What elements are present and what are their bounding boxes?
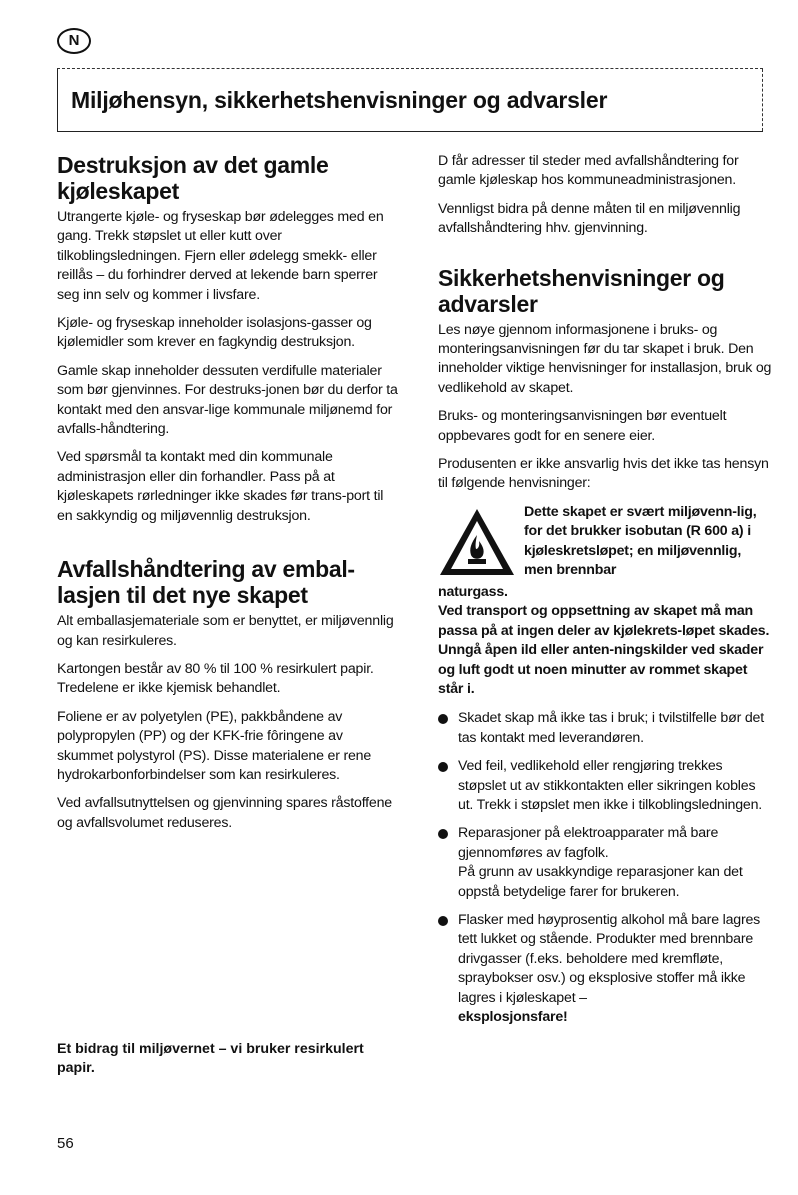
list-item (438, 709, 773, 748)
paragraph: Foliene er av polyetylen (PE), pakkbåndene av polypropylen (PP) og der KFK-frie fôringene av skummet polystyrol (PS). Disse materialene er rene hydrokarbonforbindelser som kan resirkuleres. (57, 708, 372, 783)
paragraph: Gamle skap inneholder dessuten verdifulle materialer som bør gjenvinnes. For destruks-jonen bør du derfor ta kontakt med den ansvar-lige kommunale miljønemd for avfalls-håndtering. (57, 362, 398, 438)
bullet-icon (438, 714, 448, 724)
paragraph: Kartongen består av 80 % til 100 % resirkulert papir. Tredelene er ikke kjemisk behandlet. (57, 660, 374, 697)
list-item-text: Ved feil, vedlikehold eller rengjøring trekkes støpslet ut av stikkontakten eller sikringen kobles ut. Trekk i støpslet men ikke i tilkoblingsledningen. (458, 758, 763, 813)
flammable-warning (438, 503, 773, 583)
list-item (438, 911, 773, 1027)
banner-title: Miljøhensyn, sikkerhetshenvisninger og advarsler (71, 87, 608, 113)
country-code-badge: N (57, 28, 91, 54)
transport-warning: Ved transport og oppsettning av skapet må man passa på at ingen deler av kjølekrets-løpet skades. Unngå åpen ild eller anten-ningskilder ved skader og luft godt ut noen minutter av rommet skapet står i. (438, 603, 770, 697)
section-title-safety: Sikkerhetshenvisninger og advarsler (438, 264, 725, 317)
safety-bullet-list (438, 709, 773, 1027)
right-column (438, 152, 773, 1036)
list-item-bold-text: eksplosjonsfare! (458, 1009, 568, 1025)
paragraph: Produsenten er ikke ansvarlig hvis det ikke tas hensyn til følgende henvisninger: (438, 456, 769, 492)
list-item (438, 757, 773, 815)
paragraph: Bruks- og monteringsanvisningen bør eventuelt oppbevares godt for en senere eier. (438, 408, 727, 444)
list-item-text: På grunn av usakkyndige reparasjoner kan det oppstå betydelige farer for brukeren. (458, 864, 743, 900)
paragraph: Utrangerte kjøle- og fryseskap bør ødelegges med en gang. Trekk støpslet ut eller kutt over tilkoblingsledningen. Fjern eller ødelegg smekk- eller reillås – du forhindrer derved at lekende barn sperrer seg inn selv og kommer i livsfare. (57, 209, 384, 303)
paragraph: D får adresser til steder med avfallshåndtering for gamle kjøleskap hos kommuneadministrasjonen. (438, 153, 739, 189)
warning-text: Dette skapet er svært miljøvenn-lig, for det brukker isobutan (R 600 a) i kjøleskretsløpet; en miljøvennlig, men brennbar (524, 503, 757, 579)
flammable-warning-icon (438, 507, 516, 577)
footer-note: Et bidrag til miljøvernet – vi bruker resirkulert papir. (57, 1041, 364, 1077)
section-title-disposal: Destruksjon av det gamle kjøleskapet (57, 152, 329, 204)
section-title-packaging: Avfallshåndtering av embal-lasjen til det nye skapet (57, 556, 355, 609)
paragraph: Les nøye gjennom informasjonene i bruks- og monteringsanvisningen før du tar skapet i bruk. Den inneholder viktige henvisninger for installasjon, bruk og vedlikehold av skapet. (438, 321, 772, 396)
paragraph: Ved avfallsutnyttelsen og gjenvinning spares råstoffene og avfallsvolumet reduseres. (57, 795, 392, 831)
warning-tail: naturgass. (438, 583, 508, 600)
paragraph: Alt emballasjemateriale som er benyttet, er miljøvennlig og kan resirkuleres. (57, 613, 394, 649)
paragraph: Vennligst bidra på denne måten til en miljøvennlig avfallshåndtering hhv. gjenvinning. (438, 200, 741, 237)
paragraph: Ved spørsmål ta kontakt med din kommunale administrasjon eller din forhandler. Pass på at kjøleskapets rørledninger ikke skades før trans-port til en sakkyndig og miljøvennlig destruksjon. (57, 449, 384, 524)
list-item-text: Flasker med høyprosentig alkohol må bare lagres tett lukket og stående. Produkter med brennbare drivgasser (f.eks. beholdere med kremfløte, spraybokser osv.) og eksplosive stoffer må ikke lagres i kjøleskapet – (458, 911, 761, 1006)
page-number: 56 (57, 1135, 74, 1152)
paragraph: Kjøle- og fryseskap inneholder isolasjons-gasser og kjølemidler som krever en fagkyndig destruksjon. (57, 315, 372, 351)
bullet-icon (438, 916, 448, 926)
section-banner (57, 68, 763, 132)
bullet-icon (438, 762, 448, 772)
list-item-text: Reparasjoner på elektroapparater må bare gjennomføres av fagfolk. (458, 825, 719, 861)
left-column (57, 152, 402, 842)
bullet-icon (438, 829, 448, 839)
list-item (438, 824, 773, 902)
list-item-text: Skadet skap må ikke tas i bruk; i tvilstilfelle bør det tas kontakt med leverandøren. (458, 710, 764, 746)
